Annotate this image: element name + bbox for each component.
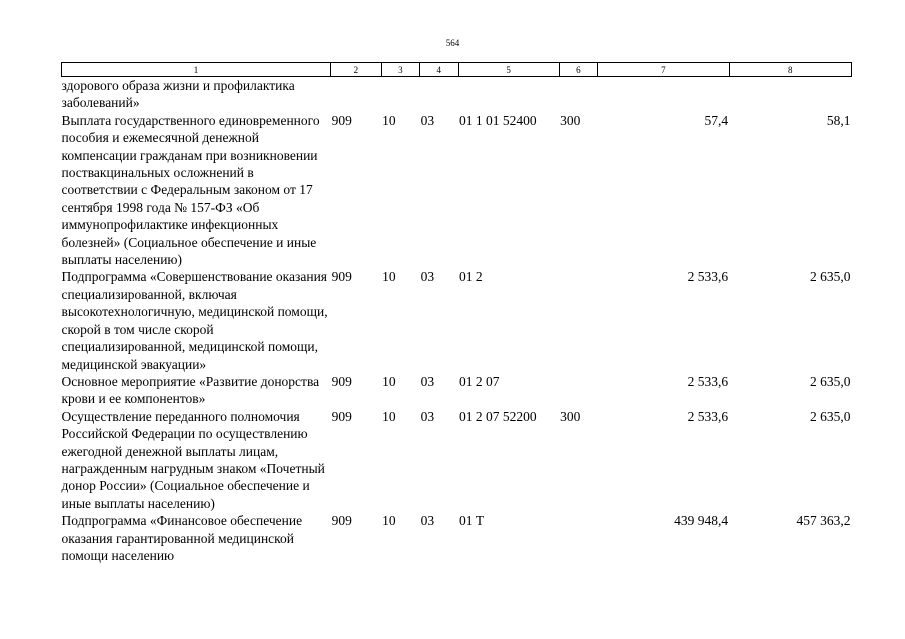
row-amount-col8: 2 635,0 (810, 269, 851, 285)
row-section: 10 (382, 408, 396, 424)
row-amount-col8: 457 363,2 (796, 513, 851, 529)
row-section: 10 (382, 513, 396, 529)
table-row (62, 77, 852, 112)
table-body (62, 77, 852, 565)
row-target-article: 01 2 07 52200 (459, 408, 537, 424)
row-amount-col7: 439 948,4 (674, 513, 729, 529)
row-target-article: 01 2 (459, 269, 483, 285)
row-grbs: 909 (331, 373, 352, 389)
row-target-article (458, 77, 559, 112)
row-description: Основное мероприятие «Развитие донорства крови и ее компонентов» (61, 373, 320, 407)
row-target-article: 01 1 01 52400 (459, 112, 537, 128)
header-col-4: 4 (420, 63, 458, 77)
table-row (62, 512, 852, 564)
row-subsection: 03 (420, 408, 435, 424)
row-amount-col7: 2 533,6 (687, 269, 729, 285)
page-number: 564 (445, 38, 460, 48)
row-subsection (420, 77, 458, 112)
table-row (62, 408, 852, 512)
row-subsection: 03 (420, 373, 435, 389)
header-col-6: 6 (559, 63, 597, 77)
header-col-2: 2 (331, 63, 382, 77)
row-amount-col7 (598, 77, 729, 112)
table-row (62, 268, 852, 372)
header-row (62, 63, 852, 77)
row-grbs: 909 (331, 269, 352, 285)
row-section: 10 (382, 112, 396, 128)
row-subsection: 03 (420, 112, 435, 128)
row-subsection: 03 (420, 269, 435, 285)
header-col-3: 3 (381, 63, 419, 77)
row-subsection: 03 (420, 513, 435, 529)
row-target-article: 01 Т (459, 513, 485, 529)
table-row (62, 373, 852, 408)
row-grbs: 909 (331, 408, 352, 424)
row-expense-type: 300 (560, 408, 581, 424)
row-section: 10 (382, 373, 396, 389)
row-grbs: 909 (331, 112, 352, 128)
row-grbs (331, 77, 382, 112)
row-amount-col8: 2 635,0 (810, 373, 851, 389)
header-col-1: 1 (62, 63, 331, 77)
row-expense-type (559, 268, 597, 372)
row-grbs: 909 (331, 513, 352, 529)
row-amount-col7: 2 533,6 (687, 373, 729, 389)
header-col-5: 5 (458, 63, 559, 77)
row-description: Подпрограмма «Совершенствование оказания специализированной, включая высокотехнологичную, медицинской помощи, скорой в том числе скорой специализированной, медицинской помощи, медицинской эвакуации» (61, 269, 328, 372)
header-col-8: 8 (729, 63, 851, 77)
table-header (62, 63, 852, 77)
row-amount-col7: 2 533,6 (687, 408, 729, 424)
row-amount-col8 (729, 77, 851, 112)
row-amount-col8: 2 635,0 (810, 408, 851, 424)
row-section: 10 (382, 269, 396, 285)
table-row (62, 112, 852, 269)
row-expense-type (559, 373, 597, 408)
row-section (381, 77, 419, 112)
row-description: Подпрограмма «Финансовое обеспечение оказания гарантированной медицинской помощи населению (61, 513, 303, 563)
header-col-7: 7 (598, 63, 729, 77)
row-amount-col8: 58,1 (826, 112, 851, 128)
budget-table (61, 62, 852, 564)
row-target-article: 01 2 07 (459, 373, 500, 389)
row-expense-type (559, 512, 597, 564)
row-expense-type: 300 (560, 112, 581, 128)
row-description: Выплата государственного единовременного пособия и ежемесячной денежной компенсации гражданам при возникновении поствакцинальных осложнений в соответствии с Федеральным законом от 17 сентября 1998 года № 157-ФЗ «Об иммунопрофилактике инфекционных болезней» (Социальное обеспечение и иные выплаты населению) (61, 112, 320, 268)
row-description: здорового образа жизни и профилактика заболеваний» (61, 78, 295, 111)
row-amount-col7: 57,4 (704, 112, 729, 128)
row-description: Осуществление переданного полномочия Российской Федерации по осуществлению ежегодной денежной выплаты лицам, награжденным нагрудным знаком «Почетный донор России» (Социальное обеспечение и иные выплаты населению) (61, 408, 325, 511)
row-expense-type (559, 77, 597, 112)
